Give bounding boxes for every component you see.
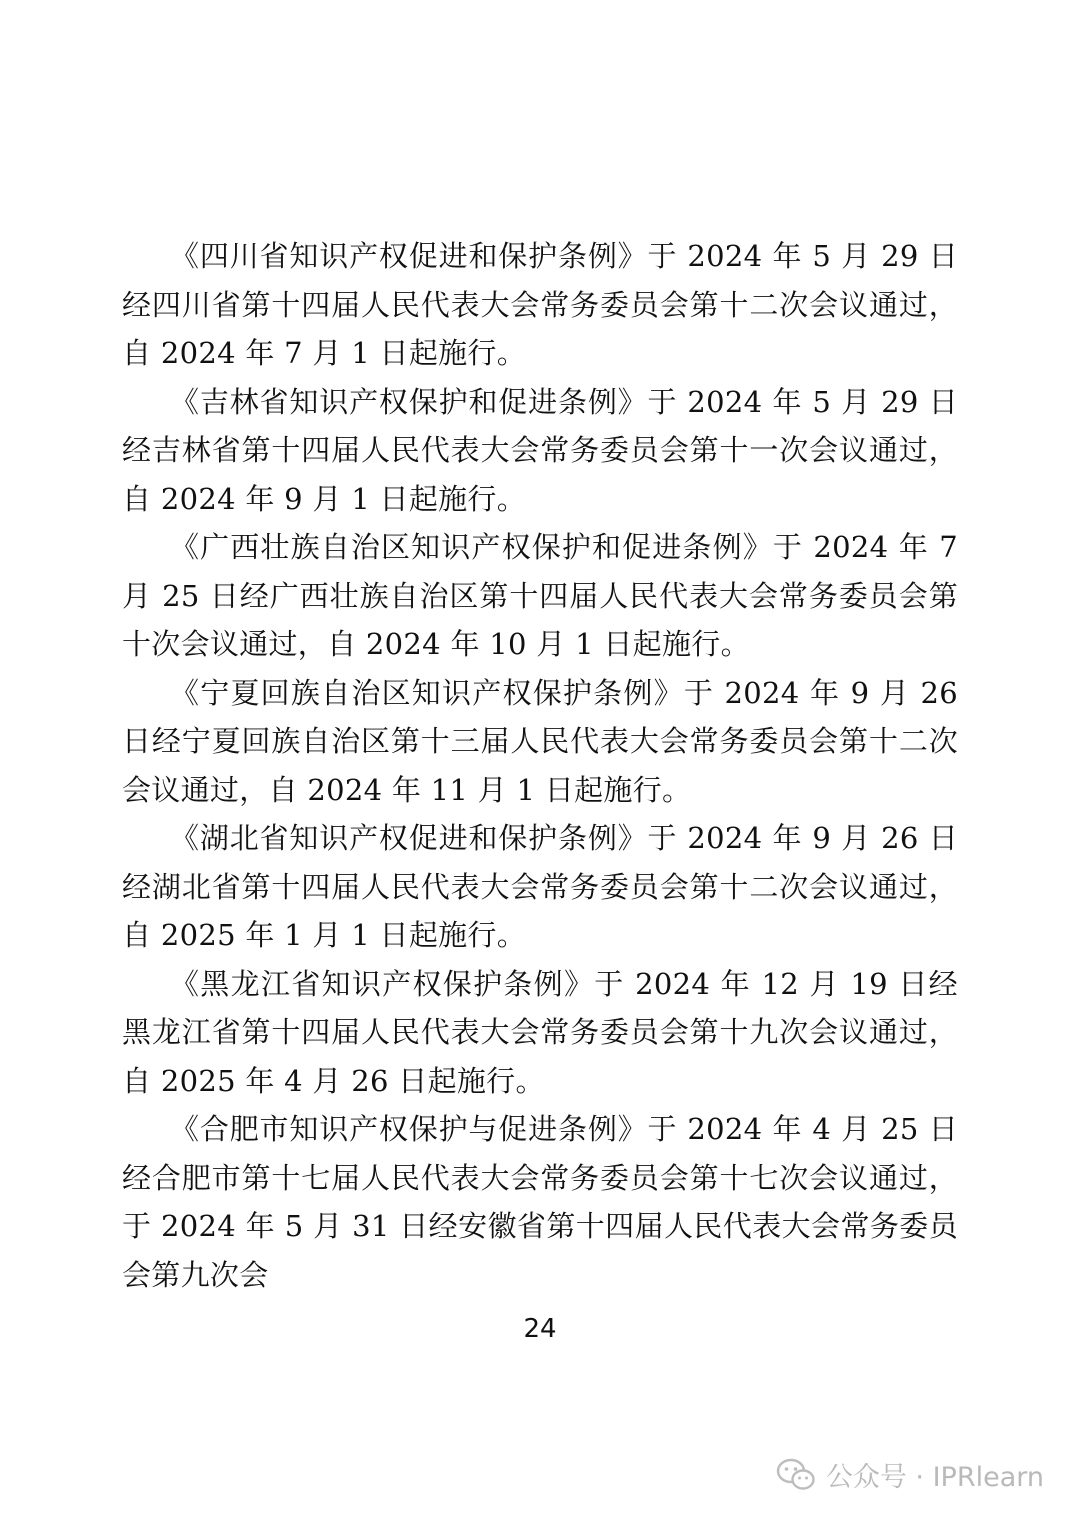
paragraph-guangxi: 《广西壮族自治区知识产权保护和促进条例》于 2024 年 7 月 25 日经广西壮族自治区第十四届人民代表大会常务委员会第十次会议通过，自 2024 年 10 月 1 日起施行。 bbox=[122, 530, 958, 661]
paragraph-heilongjiang: 《黑龙江省知识产权保护条例》于 2024 年 12 月 19 日经黑龙江省第十四届人民代表大会常务委员会第十九次会议通过，自 2025 年 4 月 26 日起施行。 bbox=[122, 966, 958, 1098]
paragraph-sichuan: 《四川省知识产权促进和保护条例》于 2024 年 5 月 29 日经四川省第十四届人民代表大会常务委员会第十二次会议通过，自 2024 年 7 月 1 日起施行。 bbox=[122, 239, 958, 370]
watermark-text: 公众号 · IPRlearn bbox=[825, 1462, 1044, 1493]
paragraph-hefei: 《合肥市知识产权保护与促进条例》于 2024 年 4 月 25 日经合肥市第十七届人民代表大会常务委员会第十七次会议通过，于 2024 年 5 月 31 日经安徽省第十四届人民代表大会常务委员会第九次会 bbox=[122, 1112, 958, 1292]
page-number: 24 bbox=[523, 1314, 557, 1344]
watermark bbox=[776, 1455, 1044, 1494]
wechat-icon bbox=[776, 1458, 816, 1492]
paragraph-hubei: 《湖北省知识产权促进和保护条例》于 2024 年 9 月 26 日经湖北省第十四届人民代表大会常务委员会第十二次会议通过，自 2025 年 1 月 1 日起施行。 bbox=[122, 821, 958, 952]
page-body bbox=[122, 232, 958, 1299]
paragraph-ningxia: 《宁夏回族自治区知识产权保护条例》于 2024 年 9 月 26 日经宁夏回族自治区第十三届人民代表大会常务委员会第十二次会议通过，自 2024 年 11 月 1 日起施行。 bbox=[122, 675, 958, 807]
paragraph-jilin: 《吉林省知识产权保护和促进条例》于 2024 年 5 月 29 日经吉林省第十四届人民代表大会常务委员会第十一次会议通过，自 2024 年 9 月 1 日起施行。 bbox=[122, 384, 958, 516]
